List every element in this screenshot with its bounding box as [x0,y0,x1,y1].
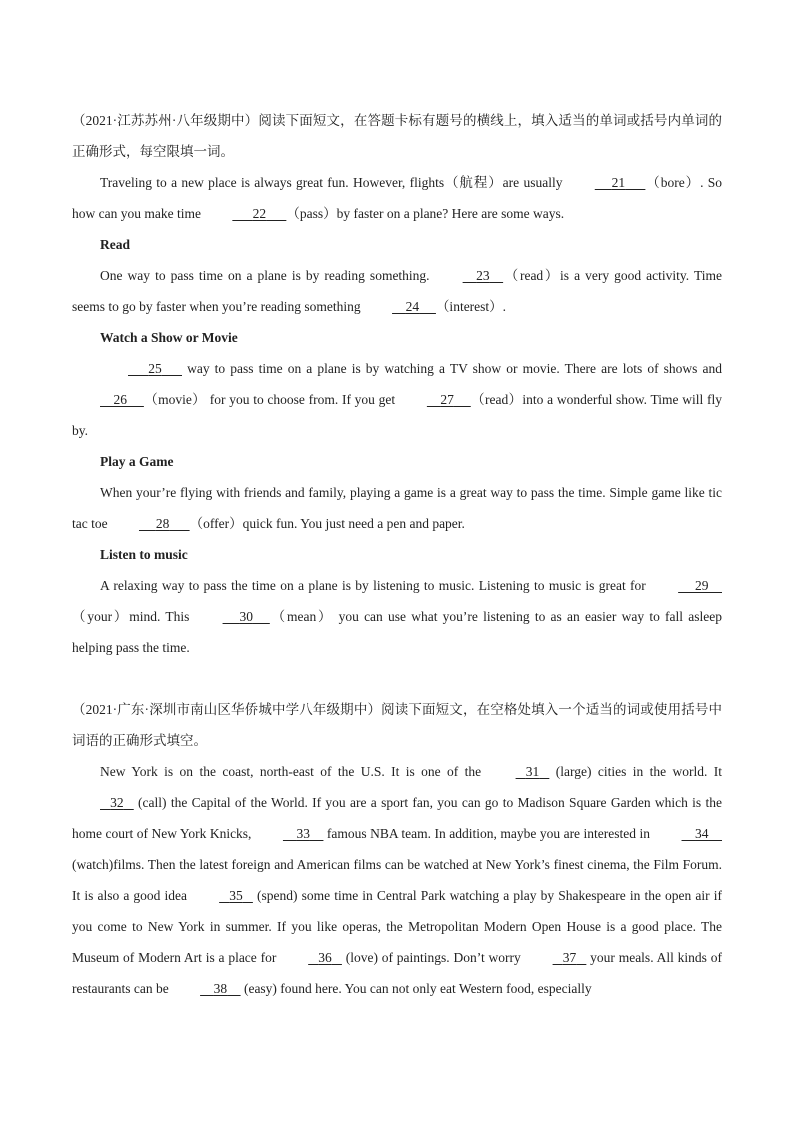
section1-paragraph-4: When your’re flying with friends and family, playing a game is a great way to pass the time. Simple game like tic tac toe 28 （offer）quick fun. You just need a pen and paper. [72,477,722,539]
document-page [72,105,722,1004]
blank-27[interactable]: 27 [440,392,454,407]
blank-21[interactable]: 21 [611,175,626,190]
blank-23[interactable]: 23 [476,268,490,283]
heading-read: Read [100,237,130,252]
blank-31[interactable]: 31 [525,764,540,779]
blank-34[interactable]: 34 [695,826,709,841]
blank-28[interactable]: 28 [155,516,170,531]
section1-paragraph-2: One way to pass time on a plane is by reading something. 23 （read）is a very good activity. Time seems to go by faster when you’re reading something 24 （interest）. [72,260,722,322]
section1-paragraph-3: 25 way to pass time on a plane is by watching a TV show or movie. There are lots of shows and 26 （movie） for you to choose from. If you get 27 （read）into a wonderful show. Time will fly by. [72,353,722,446]
blank-32[interactable]: 32 [110,795,124,810]
blank-26[interactable]: 26 [113,392,127,407]
blank-33[interactable]: 33 [296,826,310,841]
heading-music: Listen to music [100,547,188,562]
blank-30[interactable]: 30 [239,609,253,624]
blank-22[interactable]: 22 [252,206,267,221]
section1-header: （2021·江苏苏州·八年级期中）阅读下面短文，在答题卡标有题号的横线上，填入适当的单词或括号内单词的正确形式，每空限填一词。 [72,113,722,159]
blank-24[interactable]: 24 [405,299,420,314]
blank-36[interactable]: 36 [318,950,332,965]
blank-37[interactable]: 37 [562,950,577,965]
blank-38[interactable]: 38 [213,981,228,996]
heading-game: Play a Game [100,454,174,469]
blank-35[interactable]: 35 [229,888,243,903]
section2-paragraph-1: New York is on the coast, north-east of the U.S. It is one of the 31 (large) cities in the world. It 32 (call) the Capital of the World. If you are a sport fan, you can go to Madison Square Garden which is the home court of New York Knicks, 33 famous NBA team. In addition, maybe you are interested in 34 (watch)films. Then the latest foreign and American films can be watched at New York’s finest cinema, the Film Forum. It is also a good idea 35 (spend) some time in Central Park watching a play by Shakespeare in the open air if you come to New York in summer. If you like operas, the Metropolitan Modern Open House is a good place. The Museum of Modern Art is a place for 36 (love) of paintings. Don’t worry 37 your meals. All kinds of restaurants can be 38 (easy) found here. You can not only eat Western food, especially [72,756,722,1004]
blank-29[interactable]: 29 [695,578,709,593]
section2-header: （2021·广东·深圳市南山区华侨城中学八年级期中）阅读下面短文，在空格处填入一个适当的词或使用括号中词语的正确形式填空。 [72,702,722,748]
section1-paragraph-5: A relaxing way to pass the time on a plane is by listening to music. Listening to music is great for 29 （your）mind. This 30 （mean） you can use what you’re listening to as an easier way to fall asleep helping pass the time. [72,570,722,663]
heading-watch: Watch a Show or Movie [100,330,238,345]
blank-25[interactable]: 25 [148,361,162,376]
section1-paragraph-1: Traveling to a new place is always great fun. However, flights（航程）are usually 21 （bore）. So how can you make time 22 （pass）by faster on a plane? Here are some ways. [72,167,722,229]
section-gap [72,663,722,694]
